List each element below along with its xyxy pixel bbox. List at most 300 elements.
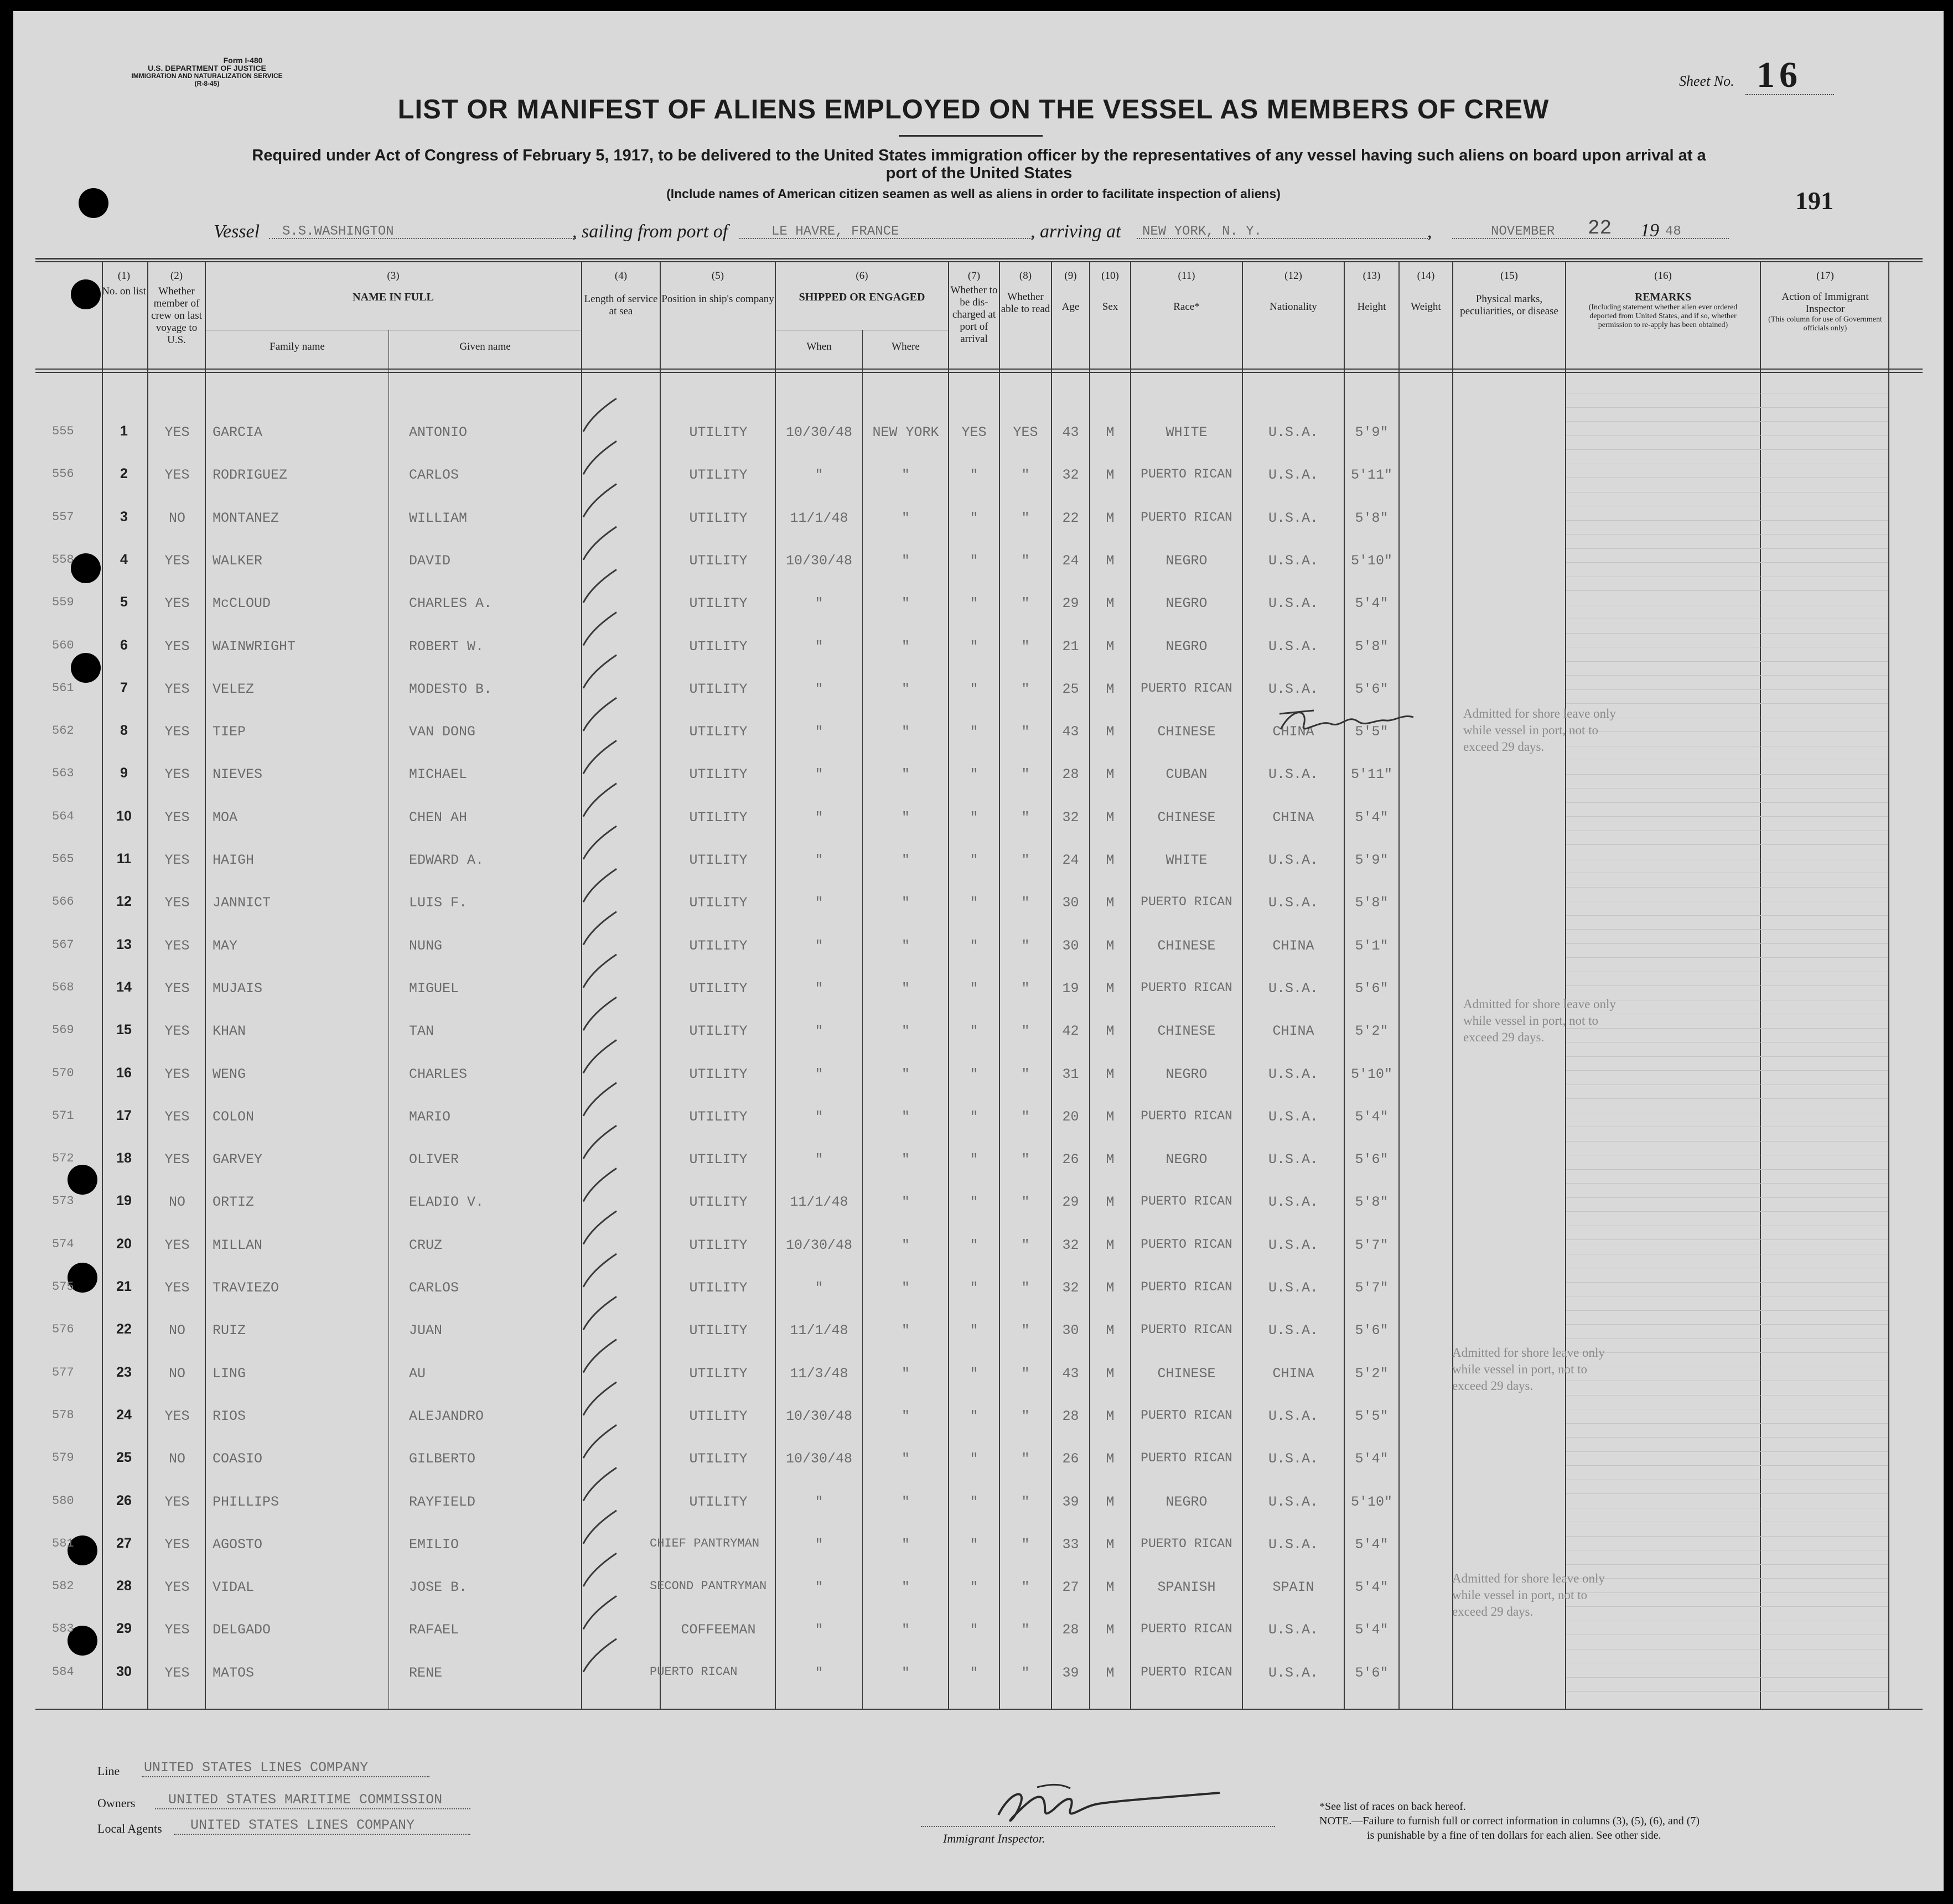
cell-sex: M xyxy=(1106,510,1115,526)
cell-when: 11/1/48 xyxy=(790,1194,848,1210)
ruled-line xyxy=(1566,661,1888,662)
cell-read: " xyxy=(1021,639,1030,655)
cell-family: NIEVES xyxy=(213,766,263,782)
cell-discharged: " xyxy=(970,938,978,954)
cell-read: " xyxy=(1021,938,1030,954)
cell-prev: NO xyxy=(168,1322,185,1338)
cell-discharged: " xyxy=(970,1237,978,1253)
cell-prev: YES xyxy=(164,1023,190,1039)
cell-family: MAY xyxy=(213,938,238,954)
sheet-number: 16 xyxy=(1757,55,1802,95)
cell-race: NEGRO xyxy=(1165,1066,1208,1082)
cell-discharged: " xyxy=(970,1494,978,1510)
col-header-9: (9) Age xyxy=(1061,270,1080,313)
year-suffix: 48 xyxy=(1665,224,1681,239)
cell-race: PUERTO RICAN xyxy=(1141,1622,1232,1636)
cell-family: RODRIGUEZ xyxy=(213,467,288,483)
form-number: Form I-480 xyxy=(223,56,263,65)
cell-sex: M xyxy=(1106,424,1115,440)
cell-family: MATOS xyxy=(213,1665,255,1681)
cell-family: KHAN xyxy=(213,1023,246,1039)
cell-discharged: " xyxy=(970,810,978,826)
cell-race: NEGRO xyxy=(1165,595,1208,611)
cell-when: " xyxy=(815,1579,823,1595)
ruled-line xyxy=(1566,1310,1888,1311)
cell-discharged: " xyxy=(970,595,978,611)
cell-family: LING xyxy=(213,1366,246,1382)
cell-age: 25 xyxy=(1062,681,1079,697)
check-mark xyxy=(583,441,617,474)
penalty-note-cont: is punishable by a fine of ten dollars for each alien. See other side. xyxy=(1367,1829,1661,1841)
ruled-line xyxy=(1566,435,1888,436)
column-rule xyxy=(1398,261,1400,1709)
cell-when: " xyxy=(815,1066,823,1082)
manifest-line-number: 576 xyxy=(52,1322,74,1336)
cell-position: UTILITY xyxy=(689,1494,748,1510)
cell-sex: M xyxy=(1106,639,1115,655)
row-number: 2 xyxy=(120,466,128,481)
cell-nationality: U.S.A. xyxy=(1268,1322,1318,1338)
cell-position: UTILITY xyxy=(689,595,748,611)
department-name: U.S. DEPARTMENT OF JUSTICE xyxy=(148,64,266,72)
cell-prev: YES xyxy=(164,639,190,655)
check-mark xyxy=(583,826,617,859)
agents-rule xyxy=(174,1834,470,1835)
cell-discharged: " xyxy=(970,1537,978,1553)
cell-position: UTILITY xyxy=(689,980,748,997)
cell-read: " xyxy=(1021,1537,1030,1553)
cell-given: OLIVER xyxy=(409,1151,459,1168)
arrival-month: NOVEMBER xyxy=(1491,224,1555,239)
col-header-3b: Given name xyxy=(459,341,511,352)
row-number: 17 xyxy=(116,1108,132,1123)
check-mark xyxy=(583,655,617,688)
cell-given: MICHAEL xyxy=(409,766,468,782)
check-mark xyxy=(583,569,617,603)
cell-age: 32 xyxy=(1062,467,1079,483)
column-rule xyxy=(1888,261,1889,1709)
cell-height: 5'1" xyxy=(1355,938,1389,954)
cell-prev: YES xyxy=(164,1622,190,1638)
cell-given: VAN DONG xyxy=(409,724,476,740)
manifest-line-number: 574 xyxy=(52,1237,74,1251)
cell-given: MODESTO B. xyxy=(409,681,493,697)
cell-height: 5'9" xyxy=(1355,424,1389,440)
owners-label: Owners xyxy=(97,1796,136,1810)
cell-read: " xyxy=(1021,1366,1030,1382)
cell-sex: M xyxy=(1106,595,1115,611)
cell-given: ELADIO V. xyxy=(409,1194,484,1210)
manifest-line-number: 562 xyxy=(52,724,74,738)
cell-read: " xyxy=(1021,681,1030,697)
cell-given: CARLOS xyxy=(409,467,459,483)
cell-where: " xyxy=(901,1665,910,1681)
manifest-line-number: 558 xyxy=(52,553,74,567)
cell-age: 32 xyxy=(1062,810,1079,826)
cell-prev: YES xyxy=(164,852,190,868)
ruled-line xyxy=(1566,548,1888,549)
cell-given: ALEJANDRO xyxy=(409,1408,484,1424)
manifest-line-number: 583 xyxy=(52,1622,74,1636)
cell-nationality: U.S.A. xyxy=(1268,1494,1318,1510)
cell-age: 43 xyxy=(1062,724,1079,740)
cell-prev: NO xyxy=(168,1451,185,1467)
cell-race: CHINESE xyxy=(1157,810,1216,826)
cell-position: PUERTO RICAN xyxy=(650,1665,738,1679)
cell-age: 24 xyxy=(1062,852,1079,868)
col-header-8: (8) Whether able to read xyxy=(1001,270,1050,315)
cell-age: 27 xyxy=(1062,1579,1079,1595)
manifest-line-number: 575 xyxy=(52,1280,74,1294)
check-mark xyxy=(583,1639,617,1672)
ruled-line xyxy=(1566,562,1888,563)
row-number: 10 xyxy=(116,808,132,824)
cell-where: " xyxy=(901,810,910,826)
cell-age: 22 xyxy=(1062,510,1079,526)
cell-read: " xyxy=(1021,766,1030,782)
cell-when: 11/1/48 xyxy=(790,1322,848,1338)
sub-column-rule xyxy=(388,330,389,1709)
cell-sex: M xyxy=(1106,681,1115,697)
cell-sex: M xyxy=(1106,1451,1115,1467)
title-underline xyxy=(899,135,1043,137)
cell-nationality: CHINA xyxy=(1272,810,1314,826)
punch-hole xyxy=(71,553,101,583)
arrival-day: 22 xyxy=(1588,217,1612,240)
cell-height: 5'4" xyxy=(1355,810,1389,826)
ruled-line xyxy=(1566,943,1888,944)
cell-discharged: " xyxy=(970,766,978,782)
ruled-line xyxy=(1566,1691,1888,1692)
check-mark xyxy=(583,1340,617,1373)
cell-where: " xyxy=(901,1622,910,1638)
check-mark xyxy=(583,1296,617,1330)
check-mark xyxy=(583,912,617,945)
cell-where: " xyxy=(901,1322,910,1338)
cell-nationality: CHINA xyxy=(1272,1366,1314,1382)
cell-position: UTILITY xyxy=(689,681,748,697)
cell-height: 5'8" xyxy=(1355,895,1389,911)
cell-sex: M xyxy=(1106,1665,1115,1681)
cell-where: " xyxy=(901,1451,910,1467)
agents-value: UNITED STATES LINES COMPANY xyxy=(190,1817,415,1833)
check-mark xyxy=(583,1125,617,1159)
manifest-line-number: 565 xyxy=(52,852,74,866)
cell-read: " xyxy=(1021,724,1030,740)
cell-position: SECOND PANTRYMAN xyxy=(650,1579,767,1593)
cell-age: 39 xyxy=(1062,1665,1079,1681)
cell-height: 5'7" xyxy=(1355,1237,1389,1253)
ruled-line xyxy=(1566,1324,1888,1325)
cell-discharged: " xyxy=(970,1451,978,1467)
cell-race: NEGRO xyxy=(1165,1151,1208,1168)
check-mark xyxy=(583,1382,617,1415)
cell-where: " xyxy=(901,724,910,740)
comma: , xyxy=(1427,221,1432,242)
col-header-4: (4) Length of service at sea xyxy=(584,270,658,317)
column-rule xyxy=(1760,261,1761,1709)
cell-where: " xyxy=(901,980,910,997)
ruled-line xyxy=(1566,534,1888,535)
cell-read: " xyxy=(1021,553,1030,569)
cell-nationality: U.S.A. xyxy=(1268,424,1318,440)
check-mark xyxy=(583,1083,617,1116)
cell-given: ROBERT W. xyxy=(409,639,484,655)
cell-position: UTILITY xyxy=(689,1151,748,1168)
punch-hole xyxy=(71,279,101,309)
cell-when: " xyxy=(815,1537,823,1553)
ruled-line xyxy=(1566,520,1888,521)
col-header-6: (6) SHIPPED OR ENGAGED xyxy=(799,270,925,303)
cell-when: 11/3/48 xyxy=(790,1366,848,1382)
cell-position: UTILITY xyxy=(689,1023,748,1039)
check-mark xyxy=(583,1511,617,1544)
ruled-line xyxy=(1566,421,1888,422)
table-top-border xyxy=(35,258,1923,260)
manifest-line-number: 567 xyxy=(52,938,74,952)
cell-age: 24 xyxy=(1062,553,1079,569)
cell-prev: YES xyxy=(164,1665,190,1681)
cell-read: " xyxy=(1021,1023,1030,1039)
remark-shore-leave: Admitted for shore leave only while vessel in port, not to exceed 29 days. xyxy=(1452,1571,1605,1618)
row-number: 14 xyxy=(116,979,132,995)
cell-race: PUERTO RICAN xyxy=(1141,1109,1232,1123)
cell-given: CHEN AH xyxy=(409,810,468,826)
ruled-line xyxy=(1566,590,1888,591)
cell-discharged: " xyxy=(970,681,978,697)
cell-position: UTILITY xyxy=(689,1366,748,1382)
ruled-line xyxy=(1566,675,1888,676)
manifest-line-number: 561 xyxy=(52,681,74,695)
cell-given: LUIS F. xyxy=(409,895,468,911)
cell-prev: YES xyxy=(164,810,190,826)
cell-nationality: U.S.A. xyxy=(1268,1109,1318,1125)
cell-given: ANTONIO xyxy=(409,424,468,440)
ruled-line xyxy=(1566,915,1888,916)
remark-shore-leave: Admitted for shore leave only while vessel in port, not to exceed 29 days. xyxy=(1452,1346,1605,1393)
cell-nationality: U.S.A. xyxy=(1268,1665,1318,1681)
cell-prev: NO xyxy=(168,1366,185,1382)
col-header-17: (17) Action of Immigrant Inspector (This column for use of Government officials only) xyxy=(1768,270,1882,333)
cell-discharged: " xyxy=(970,1151,978,1168)
cell-sex: M xyxy=(1106,1537,1115,1553)
cell-discharged: " xyxy=(970,1023,978,1039)
check-mark xyxy=(583,954,617,988)
col-header-1: (1) No. on list xyxy=(102,270,146,297)
owners-value: UNITED STATES MARITIME COMMISSION xyxy=(168,1792,443,1808)
ruled-line xyxy=(1566,1239,1888,1240)
cell-where: " xyxy=(901,595,910,611)
row-number: 24 xyxy=(116,1407,132,1423)
ruled-line xyxy=(1566,774,1888,775)
cell-height: 5'8" xyxy=(1355,639,1389,655)
ruled-line xyxy=(1566,1465,1888,1466)
cell-where: " xyxy=(901,1066,910,1082)
col-header-10: (10) Sex xyxy=(1101,270,1119,313)
ruled-line xyxy=(1566,689,1888,690)
cell-given: CHARLES xyxy=(409,1066,468,1082)
cell-race: PUERTO RICAN xyxy=(1141,510,1232,525)
cell-prev: NO xyxy=(168,1194,185,1210)
cell-discharged: " xyxy=(970,1194,978,1210)
ruled-line xyxy=(1566,985,1888,986)
cell-read: " xyxy=(1021,1579,1030,1595)
cell-sex: M xyxy=(1106,1280,1115,1296)
cell-age: 21 xyxy=(1062,639,1079,655)
cell-given: TAN xyxy=(409,1023,434,1039)
vessel-name: S.S.WASHINGTON xyxy=(282,224,394,239)
cell-read: " xyxy=(1021,895,1030,911)
cell-sex: M xyxy=(1106,724,1115,740)
cell-age: 28 xyxy=(1062,766,1079,782)
row-number: 16 xyxy=(116,1065,132,1081)
cell-prev: YES xyxy=(164,1579,190,1595)
cell-read: " xyxy=(1021,467,1030,483)
cell-where: " xyxy=(901,553,910,569)
cell-height: 5'4" xyxy=(1355,1451,1389,1467)
cell-prev: YES xyxy=(164,1066,190,1082)
form-edition: (R-8-45) xyxy=(194,80,220,87)
ruled-line xyxy=(1566,1338,1888,1339)
cell-family: COLON xyxy=(213,1109,255,1125)
ruled-line xyxy=(1566,407,1888,408)
cell-age: 19 xyxy=(1062,980,1079,997)
cell-where: " xyxy=(901,1494,910,1510)
cell-position: UTILITY xyxy=(689,1109,748,1125)
cell-read: YES xyxy=(1013,424,1038,440)
cell-height: 5'10" xyxy=(1350,553,1392,569)
ruled-line xyxy=(1566,929,1888,930)
row-number: 4 xyxy=(120,552,128,567)
cell-nationality: U.S.A. xyxy=(1268,852,1318,868)
cell-age: 26 xyxy=(1062,1151,1079,1168)
cell-family: ORTIZ xyxy=(213,1194,255,1210)
cell-given: GILBERTO xyxy=(409,1451,476,1467)
column-rule xyxy=(147,261,148,1709)
cell-age: 30 xyxy=(1062,938,1079,954)
cell-family: HAIGH xyxy=(213,852,255,868)
cell-age: 30 xyxy=(1062,1322,1079,1338)
cell-prev: YES xyxy=(164,1109,190,1125)
cell-sex: M xyxy=(1106,1151,1115,1168)
ruled-line xyxy=(1566,957,1888,958)
ruled-line xyxy=(1566,1578,1888,1579)
ruled-line xyxy=(1566,1423,1888,1424)
table-bottom-border xyxy=(35,1709,1923,1710)
cell-sex: M xyxy=(1106,1194,1115,1210)
cell-sex: M xyxy=(1106,467,1115,483)
cell-family: McCLOUD xyxy=(213,595,271,611)
ruled-line xyxy=(1566,1536,1888,1537)
cell-age: 26 xyxy=(1062,1451,1079,1467)
cell-nationality: U.S.A. xyxy=(1268,1194,1318,1210)
cell-nationality: CHINA xyxy=(1272,724,1314,740)
line-label: Line xyxy=(97,1764,120,1778)
cell-prev: YES xyxy=(164,895,190,911)
cell-discharged: " xyxy=(970,1322,978,1338)
cell-given: NUNG xyxy=(409,938,443,954)
col-header-3a: Family name xyxy=(270,341,325,352)
cell-read: " xyxy=(1021,1066,1030,1082)
cell-nationality: CHINA xyxy=(1272,938,1314,954)
penalty-note: NOTE.—Failure to furnish full or correct information in columns (3), (5), (6), and (7) xyxy=(1319,1815,1700,1827)
cell-family: MOA xyxy=(213,810,238,826)
vessel-label: Vessel xyxy=(214,221,260,242)
remark-shore-leave: Admitted for shore leave only while vessel in port, not to exceed 29 days. xyxy=(1463,707,1616,754)
cell-where: " xyxy=(901,895,910,911)
cell-position: UTILITY xyxy=(689,467,748,483)
ruled-line xyxy=(1566,1183,1888,1184)
cell-discharged: " xyxy=(970,510,978,526)
cell-given: RENE xyxy=(409,1665,443,1681)
cell-family: GARCIA xyxy=(213,424,263,440)
cell-read: " xyxy=(1021,510,1030,526)
form-instruction: (Include names of American citizen seamen as well as aliens in order to facilitate inspection of aliens) xyxy=(666,186,1281,201)
column-rule xyxy=(1452,261,1453,1709)
check-mark xyxy=(583,1468,617,1501)
cell-race: PUERTO RICAN xyxy=(1141,1451,1232,1465)
cell-height: 5'10" xyxy=(1350,1066,1392,1082)
cell-age: 42 xyxy=(1062,1023,1079,1039)
cell-family: WENG xyxy=(213,1066,246,1082)
cell-prev: YES xyxy=(164,467,190,483)
cell-position: UTILITY xyxy=(689,766,748,782)
cell-when: 10/30/48 xyxy=(785,1408,853,1424)
row-number: 6 xyxy=(120,637,128,653)
cell-where: " xyxy=(901,681,910,697)
cell-read: " xyxy=(1021,1151,1030,1168)
cell-nationality: U.S.A. xyxy=(1268,1280,1318,1296)
cell-where: " xyxy=(901,1366,910,1382)
check-mark xyxy=(583,398,617,432)
cell-when: " xyxy=(815,766,823,782)
cell-when: 11/1/48 xyxy=(790,510,848,526)
cell-family: TRAVIEZO xyxy=(213,1280,279,1296)
cell-where: " xyxy=(901,1579,910,1595)
row-number: 26 xyxy=(116,1493,132,1508)
cell-discharged: " xyxy=(970,1066,978,1082)
cell-sex: M xyxy=(1106,980,1115,997)
cell-position: COFFEEMAN xyxy=(681,1622,756,1638)
cell-read: " xyxy=(1021,1194,1030,1210)
cell-where: " xyxy=(901,1109,910,1125)
col-header-12: (12) Nationality xyxy=(1270,270,1317,313)
cell-age: 32 xyxy=(1062,1280,1079,1296)
cell-position: UTILITY xyxy=(689,1408,748,1424)
year-prefix: 19 xyxy=(1640,220,1659,241)
line-rule xyxy=(142,1776,429,1777)
cell-position: UTILITY xyxy=(689,1280,748,1296)
cell-when: " xyxy=(815,724,823,740)
cell-where: " xyxy=(901,510,910,526)
col-header-14: (14) Weight xyxy=(1411,270,1441,313)
cell-position: UTILITY xyxy=(689,553,748,569)
cell-prev: YES xyxy=(164,595,190,611)
page-title: LIST OR MANIFEST OF ALIENS EMPLOYED ON THE VESSEL AS MEMBERS OF CREW xyxy=(397,95,1550,124)
column-rule xyxy=(1565,261,1566,1709)
cell-sex: M xyxy=(1106,1408,1115,1424)
sailing-label: , sailing from port of xyxy=(572,221,728,242)
owners-rule xyxy=(155,1808,470,1809)
port-to: NEW YORK, N. Y. xyxy=(1142,224,1262,239)
check-mark xyxy=(583,1553,617,1586)
row-number: 5 xyxy=(120,594,128,610)
cell-race: CHINESE xyxy=(1157,938,1216,954)
cell-position: UTILITY xyxy=(689,852,748,868)
manifest-line-number: 560 xyxy=(52,639,74,652)
cell-position: UTILITY xyxy=(689,1451,748,1467)
row-number: 29 xyxy=(116,1621,132,1636)
